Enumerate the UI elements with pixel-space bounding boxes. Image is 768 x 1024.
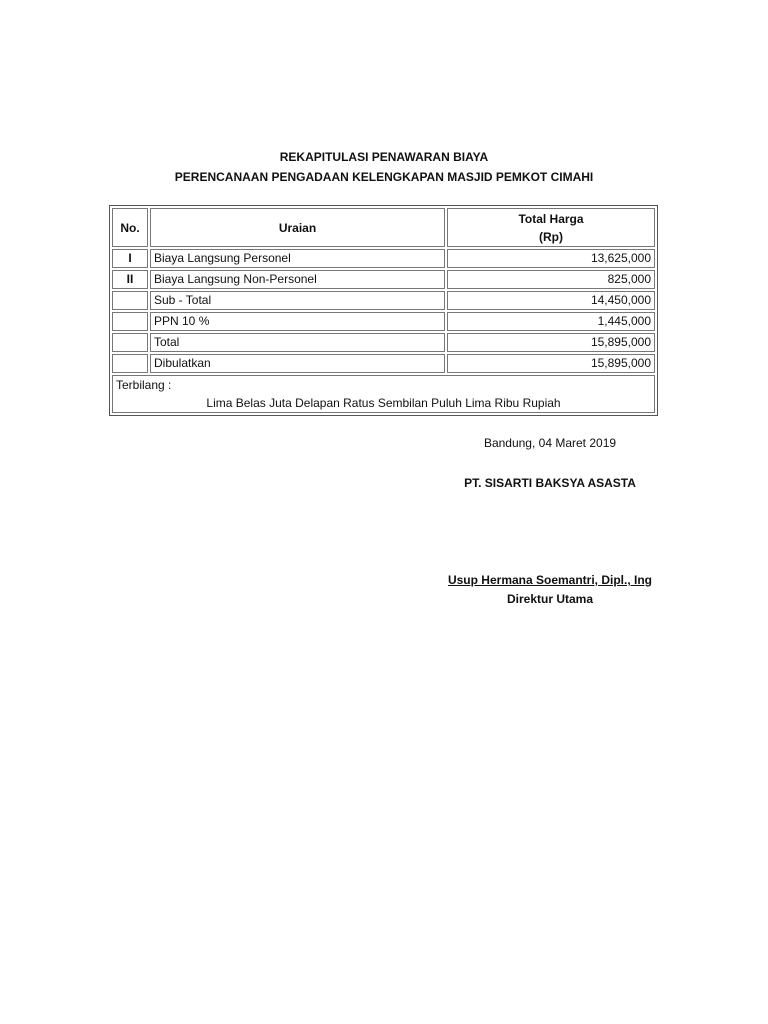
cost-recap-table xyxy=(109,205,658,416)
summary-no-empty xyxy=(112,354,148,373)
document-title: REKAPITULASI PENAWARAN BIAYA xyxy=(279,150,489,164)
table-row xyxy=(112,249,655,268)
summary-no-empty xyxy=(112,333,148,352)
row-uraian: Biaya Langsung Personel xyxy=(150,249,445,268)
table-row xyxy=(112,270,655,289)
summary-label: Dibulatkan xyxy=(150,354,445,373)
summary-row-total xyxy=(112,333,655,352)
header-no: No. xyxy=(112,208,148,247)
terbilang-cell xyxy=(112,375,655,413)
signatory-name: Usup Hermana Soemantri, Dipl., Ing xyxy=(447,573,653,587)
header-total-line2: (Rp) xyxy=(539,229,563,244)
row-value: 825,000 xyxy=(447,270,655,289)
summary-row-ppn xyxy=(112,312,655,331)
summary-label: PPN 10 % xyxy=(150,312,445,331)
header-total-harga xyxy=(447,208,655,247)
header-total-line1: Total Harga xyxy=(518,211,584,226)
summary-label: Total xyxy=(150,333,445,352)
summary-value: 14,450,000 xyxy=(447,291,655,310)
summary-no-empty xyxy=(112,291,148,310)
document-subtitle: PERENCANAAN PENGADAAN KELENGKAPAN MASJID PEMKOT CIMAHI xyxy=(174,170,594,184)
header-uraian: Uraian xyxy=(150,208,445,247)
summary-row-dibulatkan xyxy=(112,354,655,373)
row-no: II xyxy=(112,270,148,289)
summary-value: 15,895,000 xyxy=(447,333,655,352)
row-uraian: Biaya Langsung Non-Personel xyxy=(150,270,445,289)
terbilang-label: Terbilang : xyxy=(116,378,172,392)
row-value: 13,625,000 xyxy=(447,249,655,268)
summary-label: Sub - Total xyxy=(150,291,445,310)
table-header-row xyxy=(112,208,655,247)
signatory-role: Direktur Utama xyxy=(506,592,594,606)
summary-row-subtotal xyxy=(112,291,655,310)
terbilang-text: Lima Belas Juta Delapan Ratus Sembilan Puluh Lima Ribu Rupiah xyxy=(206,396,561,410)
row-no: I xyxy=(112,249,148,268)
summary-value: 15,895,000 xyxy=(447,354,655,373)
summary-no-empty xyxy=(112,312,148,331)
company-name: PT. SISARTI BAKSYA ASASTA xyxy=(464,476,636,490)
terbilang-row xyxy=(112,375,655,413)
summary-value: 1,445,000 xyxy=(447,312,655,331)
place-date: Bandung, 04 Maret 2019 xyxy=(483,436,617,450)
